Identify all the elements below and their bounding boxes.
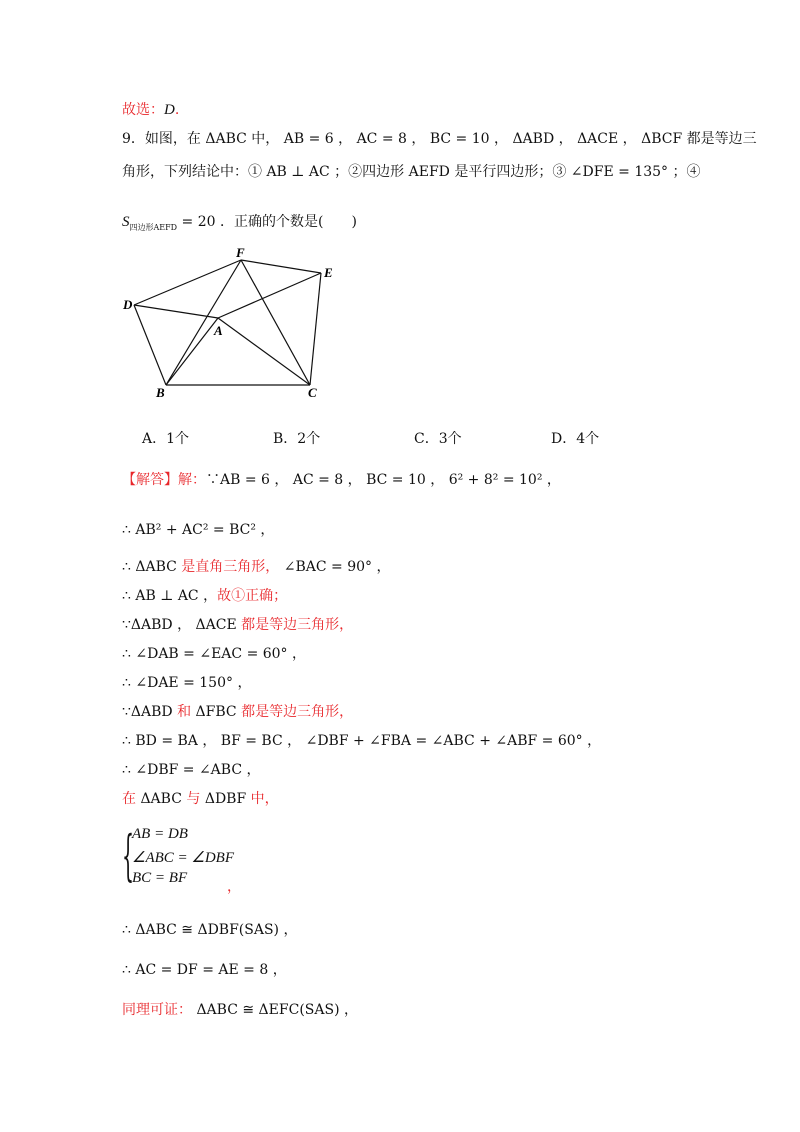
label-b: B xyxy=(156,385,165,400)
solution-givens: ∵AB = 6 ， AC = 8 ， BC = 10 ， 6² + 8² = 10² ， xyxy=(206,472,561,488)
segment-ab xyxy=(166,318,218,385)
option-b: B．2个 xyxy=(273,431,321,447)
s10-part-a: 在 xyxy=(122,791,136,807)
solution-line-11: ∴ ΔABC ≅ ΔDBF(SAS) ， xyxy=(122,922,298,938)
solution-line-9: ∴ ∠DBF = ∠ABC ， xyxy=(122,762,261,778)
s10-part-c: 与 xyxy=(186,791,201,807)
s10-part-e: 中， xyxy=(250,791,279,807)
segment-df xyxy=(134,260,241,305)
equation-system xyxy=(122,826,322,896)
s7-part-b: 和 xyxy=(177,704,192,720)
s10-part-b: ΔABC xyxy=(136,791,187,807)
segment-ec xyxy=(310,273,321,385)
solution-line-5: ∴ ∠DAB = ∠EAC = 60° ， xyxy=(122,646,307,662)
question-9-tail: = 20 ．正确的个数是( ) xyxy=(177,214,357,230)
s13-part-b: ΔABC ≅ ΔEFC(SAS) ， xyxy=(192,1002,358,1018)
system-comma: ， xyxy=(227,879,241,895)
s4-part-a: ∵ΔABD ， ΔACE xyxy=(122,617,242,633)
option-c: C．3个 xyxy=(414,431,462,447)
label-a: A xyxy=(214,323,223,338)
segment-fe xyxy=(241,260,321,273)
s2-part-c: ∠BAC = 90° ， xyxy=(279,559,391,575)
label-e: E xyxy=(324,265,333,280)
label-d: D xyxy=(123,297,133,312)
solution-line-2 xyxy=(122,557,390,577)
s4-part-b: 都是等边三角形， xyxy=(241,617,354,633)
option-a: A．1个 xyxy=(142,431,190,447)
answer-choice-line xyxy=(122,100,179,120)
solution-line-10 xyxy=(122,789,279,809)
s3-part-b: 故①正确； xyxy=(217,588,288,604)
left-brace: { xyxy=(122,824,135,887)
solution-line-1: ∴ AB² + AC² = BC² ， xyxy=(122,522,275,538)
s3-part-a: ∴ AB ⊥ AC ， xyxy=(122,588,218,604)
answer-period: . xyxy=(174,102,180,118)
answer-label: 故选： xyxy=(122,102,164,118)
segment-da xyxy=(134,305,218,318)
segment-fb xyxy=(166,260,241,385)
solution-line-7 xyxy=(122,702,353,722)
solution-line-3 xyxy=(122,586,287,606)
solution-jie: 解： xyxy=(178,472,206,488)
system-row-3: BC = BF xyxy=(132,870,188,886)
area-subscript: 四边形AEFD xyxy=(129,223,178,232)
option-d: D．4个 xyxy=(551,431,600,447)
solution-line-4 xyxy=(122,615,353,635)
area-symbol: S xyxy=(122,214,130,230)
s7-part-a: ∵ΔABD xyxy=(122,704,178,720)
solution-line-8: ∴ BD = BA ， BF = BC ， ∠DBF + ∠FBA = ∠ABC + ∠ABF = 60° ， xyxy=(122,733,602,749)
s13-part-a: 同理可证： xyxy=(122,1002,192,1018)
label-c: C xyxy=(308,385,317,400)
s10-part-d: ΔDBF xyxy=(200,791,251,807)
s7-part-d: 都是等边三角形， xyxy=(241,704,354,720)
s2-part-b: 是直角三角形， xyxy=(181,559,280,575)
solution-line-6: ∴ ∠DAE = 150° ， xyxy=(122,675,252,691)
question-9-line-1: 9．如图，在 ΔABC 中， AB = 6 ， AC = 8 ， BC = 10 ， ΔABD ， ΔACE ， ΔBCF 都是等边三 xyxy=(122,131,757,147)
question-9-line-2: 角形，下列结论中：① AB ⊥ AC ；②四边形 AEFD 是平行四边形；③ ∠DFE = 135° ；④ xyxy=(122,164,701,180)
segment-ac xyxy=(218,318,310,385)
geometry-figure xyxy=(118,245,348,400)
system-row-2: ∠ABC = ∠DBF xyxy=(132,850,235,866)
solution-line-13 xyxy=(122,1000,358,1020)
solution-tag: 【解答】 xyxy=(122,472,178,488)
label-f: F xyxy=(236,245,245,260)
system-row-1: AB = DB xyxy=(132,826,188,842)
s7-part-c: ΔFBC xyxy=(191,704,242,720)
question-9-line-3 xyxy=(122,212,357,238)
answer-value: D xyxy=(164,102,175,118)
segment-db xyxy=(134,305,166,385)
segment-fc xyxy=(241,260,310,385)
solution-line-12: ∴ AC = DF = AE = 8 ， xyxy=(122,962,287,978)
s2-part-a: ∴ ΔABC xyxy=(122,559,182,575)
solution-line-0 xyxy=(122,470,561,490)
